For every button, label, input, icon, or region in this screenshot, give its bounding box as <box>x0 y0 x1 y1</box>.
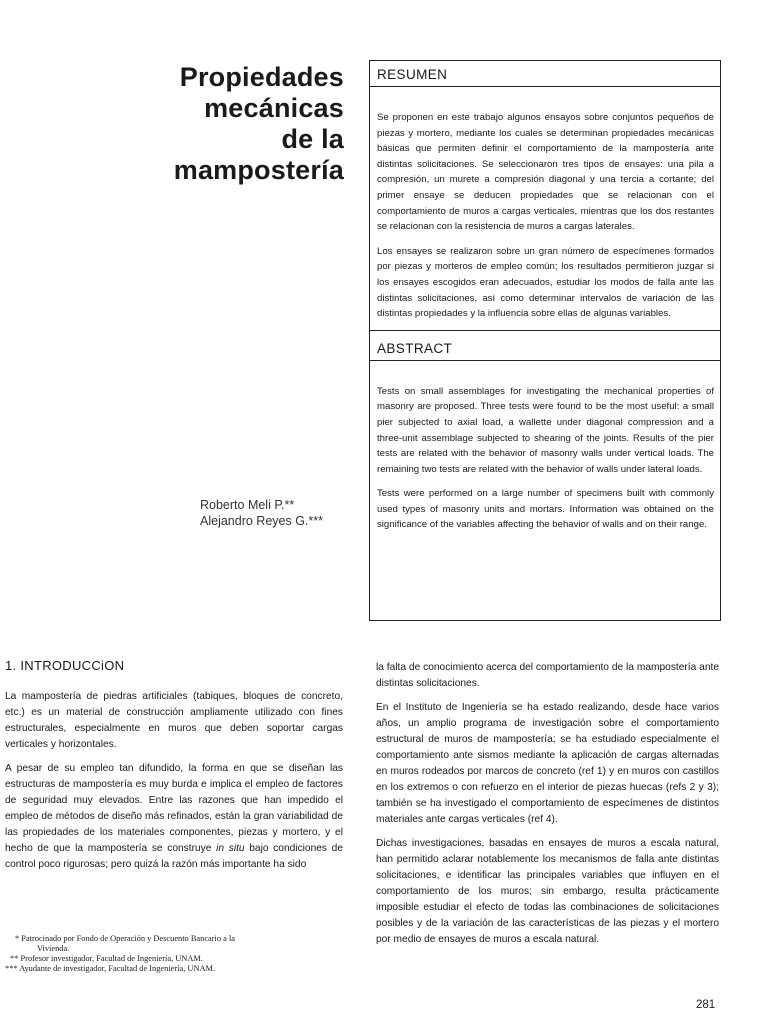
article-title <box>84 62 344 186</box>
footnote: ** Profesor investigador, Facultad de Ingeniería, UNAM. <box>10 954 203 963</box>
body-column-left <box>5 689 343 881</box>
title-line: mampostería <box>173 155 344 185</box>
author-name: Roberto Meli P.** <box>200 498 295 512</box>
abstract-heading: ABSTRACT <box>370 330 720 361</box>
body-paragraph: la falta de conocimiento acerca del comportamiento de la mampostería ante distintas solicitaciones. <box>376 662 719 689</box>
footnotes <box>5 934 350 974</box>
footnote: *** Ayudante de investigador, Facultad de Ingeniería, UNAM. <box>5 964 216 973</box>
footnote: * Patrocinado por Fondo de Operación y Descuento Bancario a la <box>15 934 236 943</box>
body-paragraph: En el Instituto de Ingeniería se ha estado realizando, desde hace varios años, un amplio programa de investigación sobre el comportamiento estructural de muros de mampostería; se ha estudiado especialmente el comportamiento ante sismos mediante la aplicación de cargas alternadas en muros rodeados por marcos de concreto (ref 1) y en muros con castillos en los extremos o con refuerzo en el interior de piezas huecas (refs 2 y 3); también se ha investigado el comportamiento de especímenes de distintos materiales ante cargas verticales (ref 4). <box>376 702 719 825</box>
title-line: mecánicas <box>204 93 344 123</box>
author-name: Alejandro Reyes G.*** <box>200 514 323 528</box>
footnote-continuation: Vivienda. <box>37 944 70 953</box>
resumen-paragraph: Se proponen en este trabajo algunos ensayos sobre conjuntos pequeños de piezas y mortero, mediante los cuales se determinan propiedades mecánicas básicas que permiten definir el comportamiento de la mampostería ante distintas solicitaciones. Se seleccionaron tres tipos de ensayes: una pila a compresión, un murete a compresión diagonal y una tercia a cortante; del primer ensaye se deducen propiedades que se relacionan con el comportamiento de muros a cargas verticales, mientras que los dos restantes se relacionan con la resistencia de muros a cargas laterales. <box>377 112 714 233</box>
resumen-paragraph: Los ensayes se realizaron sobre un gran número de especímenes formados por piezas y morteros de empleo común; los resultados permitieron juzgar si los ensayes escogidos eran adecuados, estudiar los modos de falla ante las distintas solicitaciones, así como determinar intervalos de variación de las distintas propiedades y la influencia sobre ellas de algunas variables. <box>377 245 714 320</box>
body-paragraph <box>5 761 343 873</box>
title-line: de la <box>281 124 344 154</box>
title-line: Propiedades <box>179 62 344 92</box>
abstract-box <box>369 60 721 621</box>
body-text: A pesar de su empleo tan difundido, la forma en que se diseñan las estructuras de mampostería es muy burda e implica el empleo de factores de seguridad muy elevados. Entre las razones que han impedido el empleo de métodos de diseño más refinados, están la gran variabilidad de las propiedades de los materiales componentes, piezas y mortero, y el hecho de que la mampostería se construye <box>5 763 343 854</box>
resumen-heading: RESUMEN <box>370 61 720 87</box>
section-heading: 1. INTRODUCCiON <box>5 658 125 673</box>
page-number: 281 <box>696 999 716 1011</box>
abstract-paragraph: Tests were performed on a large number of specimens built with commonly used types of masonry units and mortars. Information was obtained on the significance of the variables affecting the behavior of walls and on their range. <box>377 488 714 531</box>
abstract-paragraph: Tests on small assemblages for investigating the mechanical properties of masonry are proposed. Three tests were found to be the most useful: a small pier subjected to axial load, a wallette under diagonal compression and a three-unit assemblage subjected to shearing of the joints. Results of the pier tests are related with the behavior of masonry walls under vertical loads. The remaining two tests are related with the behavior of walls under lateral loads. <box>377 385 714 475</box>
body-text: bajo condiciones de control poco rigurosas; pero quizá la razón más importante ha sido <box>5 843 344 870</box>
italic-term: in situ <box>216 843 245 854</box>
body-paragraph: La mampostería de piedras artificiales (tabiques, bloques de concreto, etc.) es un material de construcción ampliamente utilizado con fines estructurales, especialmente en muros que deben soportar cargas verticales y horizontales. <box>5 691 343 750</box>
body-column-right <box>376 660 719 956</box>
authors <box>200 497 360 529</box>
body-paragraph: Dichas investigaciones, basadas en ensayes de muros a escala natural, han permitido aclarar notablemente los mecanismos de falla ante distintas solicitaciones, e identificar las principales variables que influyen en el comportamiento de los muros; sin embargo, resulta prácticamente imposible estudiar el efecto de todas las combinaciones de solicitaciones posibles y de la variación de las características de las piezas y el mortero por medio de ensayes de muros a escala natural. <box>376 838 719 945</box>
